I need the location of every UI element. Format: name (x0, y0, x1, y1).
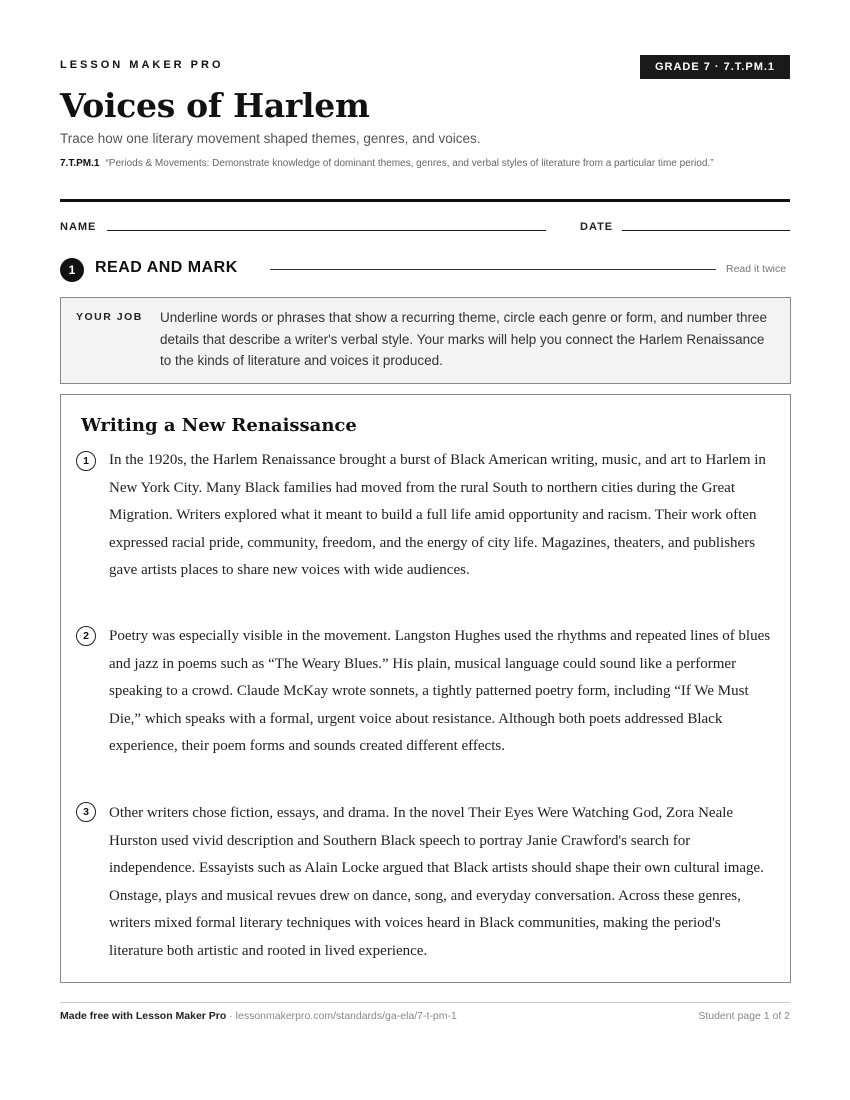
section-hint: Read it twice (726, 263, 787, 275)
reading-passage (60, 394, 791, 983)
footer-divider (60, 1002, 790, 1003)
section-divider (270, 269, 716, 270)
job-instructions-box (60, 297, 791, 384)
paragraph-1: In the 1920s, the Harlem Renaissance brought a burst of Black American writing, music, and art to Harlem in New York City. Many Black families had moved from the rural South to northern cities during the Great Migration. Writers explored what it meant to build a full life amid opportunity and racism. Their work often expressed racial pride, community, freedom, and the energy of city life. Magazines, theaters, and publishers gave artists places to share new voices with wide audiences. (109, 452, 766, 579)
section-number-badge: 1 (60, 258, 84, 282)
header-divider (60, 199, 790, 202)
section-title: READ AND MARK (95, 259, 238, 276)
job-label: YOUR JOB (76, 311, 143, 323)
paragraph-number-3: 3 (76, 802, 96, 822)
paragraph-number-1: 1 (76, 451, 96, 471)
standard-description (60, 156, 780, 172)
paragraph-number-2: 2 (76, 626, 96, 646)
standard-code: 7.T.PM.1 (60, 158, 100, 169)
footer-url[interactable]: lessonmakerpro.com/standards/ga-ela/7-t-pm-1 (235, 1010, 457, 1022)
page-subtitle: Trace how one literary movement shaped themes, genres, and voices. (60, 131, 481, 146)
paragraph-3: Other writers chose fiction, essays, and drama. In the novel Their Eyes Were Watching God, Zora Neale Hurston used vivid description and Southern Black speech to portray Janie Crawford's search for independence. Essayists such as Alain Locke argued that Black artists should shape their own cultural image. Onstage, plays and musical revues drew on dance, song, and everyday conversation. Across these genres, writers mixed formal literary techniques with voices heard in Black communities, making the period's literature both artistic and rooted in lived experience. (109, 805, 764, 959)
footer-page-number: Student page 1 of 2 (698, 1010, 790, 1022)
page-title: Voices of Harlem (60, 86, 370, 125)
standard-text: “Periods & Movements: Demonstrate knowledge of dominant themes, genres, and verbal styles of literature from a particular time period.” (105, 158, 714, 169)
date-label: DATE (580, 221, 614, 233)
job-text: Underline words or phrases that show a recurring theme, circle each genre or form, and number three details that describe a writer's verbal style. Your marks will help you connect the Harlem Renaissance to the kinds of literature and voices it produced. (160, 310, 768, 368)
grade-badge: GRADE 7 · 7.T.PM.1 (640, 55, 790, 79)
footer-made-with: Made free with Lesson Maker Pro (60, 1010, 227, 1022)
paragraph-2: Poetry was especially visible in the movement. Langston Hughes used the rhythms and repeated lines of blues and jazz in poems such as “The Weary Blues.” His plain, musical language could sound like a performer speaking to a crowd. Claude McKay wrote sonnets, a tightly patterned poetry form, including “If We Must Die,” which speaks with a formal, urgent voice about resistance. Although both poets addressed Black experience, their poem forms and sounds created different effects. (109, 628, 771, 755)
brand-name: LESSON MAKER PRO (60, 59, 224, 71)
footer-separator: · (226, 1010, 236, 1022)
footer-credit (60, 1010, 457, 1022)
name-field[interactable] (107, 230, 546, 231)
passage-title: Writing a New Renaissance (81, 415, 357, 436)
name-label: NAME (60, 221, 97, 233)
date-field[interactable] (622, 230, 790, 231)
